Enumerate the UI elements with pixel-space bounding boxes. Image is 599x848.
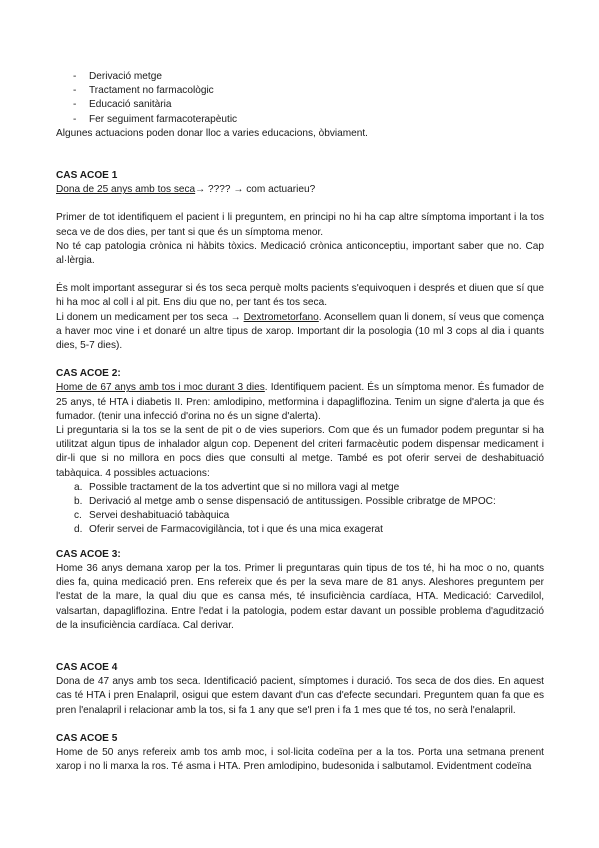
- case-3-heading: CAS ACOE 3:: [56, 548, 121, 560]
- case-1-text: Li donem un medicament per tos seca →: [56, 311, 244, 323]
- case-2-paragraph: Li preguntaria si la tos se la sent de pit o de vies superiors. Com que és un fumador podem preguntar si ha utilitzat algun tipus de inhalador algun cop. Depenent del criteri farmacèutic podem dispensar medicament i dir-li que si no millora en pocs dies que consulti al metge. També es pot oferir servei de deshabituació tabàquica. 4 possibles actuacions:: [56, 425, 544, 479]
- case-3-paragraph: Home 36 anys demana xarop per la tos. Primer li preguntaras quin tipus de tos té, hi ha moc o no, quants dies fa, quina medicació pren. Ens refereix que és per la seva mare de 81 anys. Aleshores preguntem per l'estat de la mare, la qual diu que es cansa més, té insuficiència cardíaca, HTA. Medicació: Carvedilol, valsartan, dapagliflozina. Entre l'edat i la patologia, podem estar davant un possible problema d'agudització de la insuficiència cardíaca. Cal derivar.: [56, 562, 544, 631]
- case-1-drug-name: Dextrometorfano: [243, 311, 319, 323]
- case-1-heading: CAS ACOE 1: [56, 170, 118, 182]
- case-1-prompt-underlined: Dona de 25 anys amb tos seca: [56, 184, 196, 196]
- list-item-text: Oferir servei de Farmacovigilància, tot i que és una mica exagerat: [89, 524, 383, 536]
- list-item: - Tractament no farmacològic: [56, 84, 544, 98]
- case-4-heading: CAS ACOE 4: [56, 661, 118, 673]
- list-item: [56, 509, 544, 523]
- case-1-paragraph: [56, 311, 544, 354]
- list-item-text: Possible tractament de la tos advertint que si no millora vagi al metge: [89, 481, 400, 493]
- list-marker: d.: [74, 524, 83, 536]
- case-5-paragraph: Home de 50 anys refereix amb tos amb moc, i sol·licita codeïna per a la tos. Porta una setmana prenent xarop i no li marxa la ros. Té asma i HTA. Pren amlodipino, budesonida i salbutamol. Evidentment codeïna: [56, 746, 544, 773]
- action-list: [56, 70, 544, 127]
- case-1-paragraph: És molt important assegurar si és tos seca perquè molts pacients s'equivoquen i després et diuen que sí que hi ha moc al coll i al pit. Ens diu que no, per tant és tos seca.: [56, 283, 544, 309]
- case-1-paragraph: Primer de tot identifiquem el pacient i li preguntem, en principi no hi ha cap altre símptoma important i la tos seca ve de dos dies, per tant si que és un símptoma menor.: [56, 212, 544, 238]
- list-item: [56, 481, 544, 495]
- list-marker: b.: [74, 496, 83, 508]
- list-item-text: Servei deshabituació tabàquica: [89, 510, 230, 522]
- list-marker: c.: [74, 510, 82, 522]
- case-2-heading: CAS ACOE 2:: [56, 368, 121, 380]
- case-2-actions: [56, 481, 544, 538]
- case-1-prompt: [56, 183, 544, 197]
- case-5-heading: CAS ACOE 5: [56, 732, 118, 744]
- case-2-prompt-underlined: Home de 67 anys amb tos i moc durant 3 dies: [56, 382, 265, 394]
- case-2-paragraph: [56, 381, 544, 424]
- list-item: [56, 523, 544, 537]
- document-body: [56, 70, 544, 774]
- case-1-prompt-rest: → ???? → com actuarieu?: [195, 184, 316, 196]
- case-1-text: . Aconsellem quan li donem, sí veus que comença a haver moc vine i et donaré un altre tipus de xarop. Important dir la posologia (10 ml 3 cops al dia i quants dies, 5-7 dies).: [56, 311, 545, 352]
- list-item: - Educació sanitària: [56, 98, 544, 112]
- intro-note: Algunes actuacions poden donar lloc a varies educacions, òbviament.: [56, 127, 368, 139]
- case-4-paragraph: Dona de 47 anys amb tos seca. Identificació pacient, símptomes i duració. Tos seca de dos dies. En aquest cas té HTA i pren Enalapril, osigui que estem davant d'un cas d'efecte secundari. Preguntem quan fa que es pren l'enalapril i relacionar amb la tos, si fa 1 any que se'l pren i fa 1 mes que té tos, no serà l'enalapril.: [56, 676, 544, 716]
- list-item-text: Derivació al metge amb o sense dispensació de antitussigen. Possible cribratge de MPOC:: [89, 496, 496, 508]
- list-item: - Derivació metge: [56, 70, 544, 84]
- list-item: [56, 495, 544, 509]
- case-1-paragraph: No té cap patologia crònica ni hàbits tòxics. Medicació crònica anticonceptiu, important saber que no. Cap al·lèrgia.: [56, 240, 544, 267]
- case-2-text: . Identifiquem pacient. És un símptoma menor. És fumador de 25 anys, té HTA i diabetis II. Pren: amlodipino, metformina i dapagliflozina. Tenim un signe d'alerta ja que és fumador. (tenir una infecció d'orina no és un signe d'alerta).: [56, 382, 544, 422]
- list-marker: a.: [74, 481, 83, 493]
- list-item: - Fer seguiment farmacoterapèutic: [56, 113, 544, 127]
